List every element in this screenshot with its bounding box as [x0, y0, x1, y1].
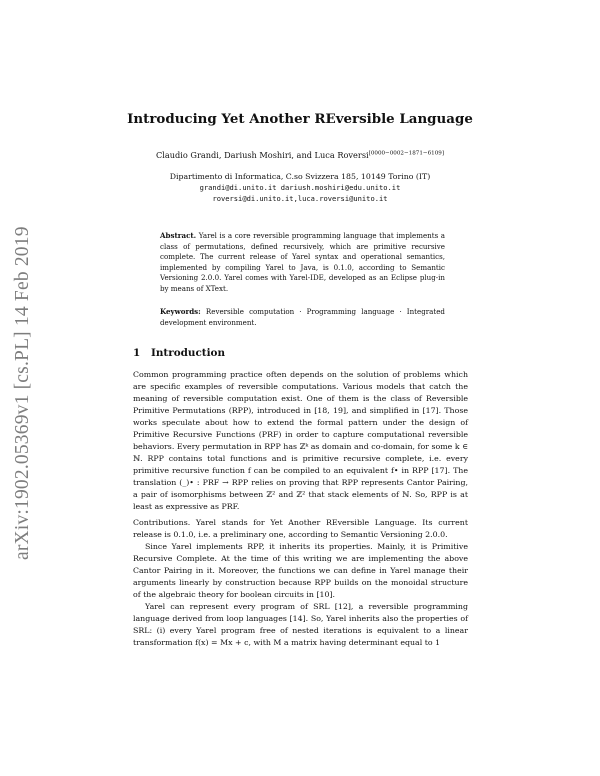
paper-title: Introducing Yet Another REversible Language	[127, 111, 473, 127]
section-heading	[133, 347, 225, 359]
arxiv-identifier: arXiv:1902.05369v1 [cs.PL] 14 Feb 2019	[12, 226, 33, 560]
keywords	[160, 307, 445, 328]
section-number: 1	[133, 347, 141, 359]
intro-paragraph-1: Common programming practice often depends on the solution of problems which are specific examples of reversible computations. Various models that catch the meaning of reversible computation exist. One of them is the class of Reversible Primitive Permutations (RPP), introduced in [18, 19], and simplified in [17]. Those works speculate about how to extend the formal pattern under the design of Primitive Recursive Functions (PRF) in order to capture computational reversible behaviors. Every permutation in RPP has ℤᵏ as domain and co-domain, for some k ∈ ℕ. RPP contains total functions and is primitive recursive complete, i.e. every primitive recursive function f can be compiled to an equivalent f• in RPP [17]. The translation (_)• : PRF → RPP relies on proving that RPP represents Cantor Pairing, a pair of isomorphisms between ℤ² and ℤ² that stack elements of ℕ. So, RPP is at least as expressive as PRF.	[133, 370, 468, 511]
affiliation-emails-1: grandi@di.unito.it dariush.moshiri@edu.unito.it	[199, 183, 401, 192]
affiliation-block	[0, 171, 600, 204]
abstract-label: Abstract.	[160, 231, 197, 240]
keywords-text: Reversible computation · Programming language · Integrated development environment.	[160, 307, 445, 327]
abstract-text: Yarel is a core reversible programming language that implements a class of permutations, defined recursively, which are primitive recursive complete. The current release of Yarel syntax and operational semantics, implemented by compiling Yarel to Java, is 0.1.0, according to Semantic Versioning 2.0.0. Yarel comes with Yarel-IDE, developed as an Eclipse plug-in by means of XText.	[160, 231, 445, 293]
affiliation-department: Dipartimento di Informatica, C.so Svizzera 185, 10149 Torino (IT)	[169, 172, 431, 181]
affiliation-emails-2: roversi@di.unito.it,luca.roversi@unito.it	[212, 194, 388, 203]
keywords-label: Keywords:	[160, 307, 201, 316]
abstract	[160, 231, 445, 295]
section-title: Introduction	[151, 347, 225, 359]
author-names: Claudio Grandi, Dariush Moshiri, and Luca Roversi	[155, 150, 369, 160]
intro-contributions	[133, 517, 468, 649]
intro-paragraph-4: Yarel can represent every program of SRL [12], a reversible programming language derived from loop languages [14]. So, Yarel inherits also the properties of SRL: (i) every Yarel program free of nested iterations is equivalent to a linear transformation f(x) = Mx + c, with M a matrix having determinant equal to 1	[133, 602, 468, 647]
intro-paragraph-2: Contributions. Yarel stands for Yet Another REversible Language. Its current release is 0.1.0, i.e. a preliminary one, according to Semantic Versioning 2.0.0.	[133, 518, 468, 539]
orcid-id: [0000−0002−1871−6109]	[368, 150, 445, 157]
author-line	[0, 150, 600, 160]
intro-paragraph-3: Since Yarel implements RPP, it inherits its properties. Mainly, it is Primitive Recursive Complete. At the time of this writing we are implementing the above Cantor Pairing in it. Moreover, the functions we can define in Yarel manage their arguments linearly by construction because RPP builds on the monoidal structure of the algebraic theory for boolean circuits in [10].	[133, 542, 468, 599]
